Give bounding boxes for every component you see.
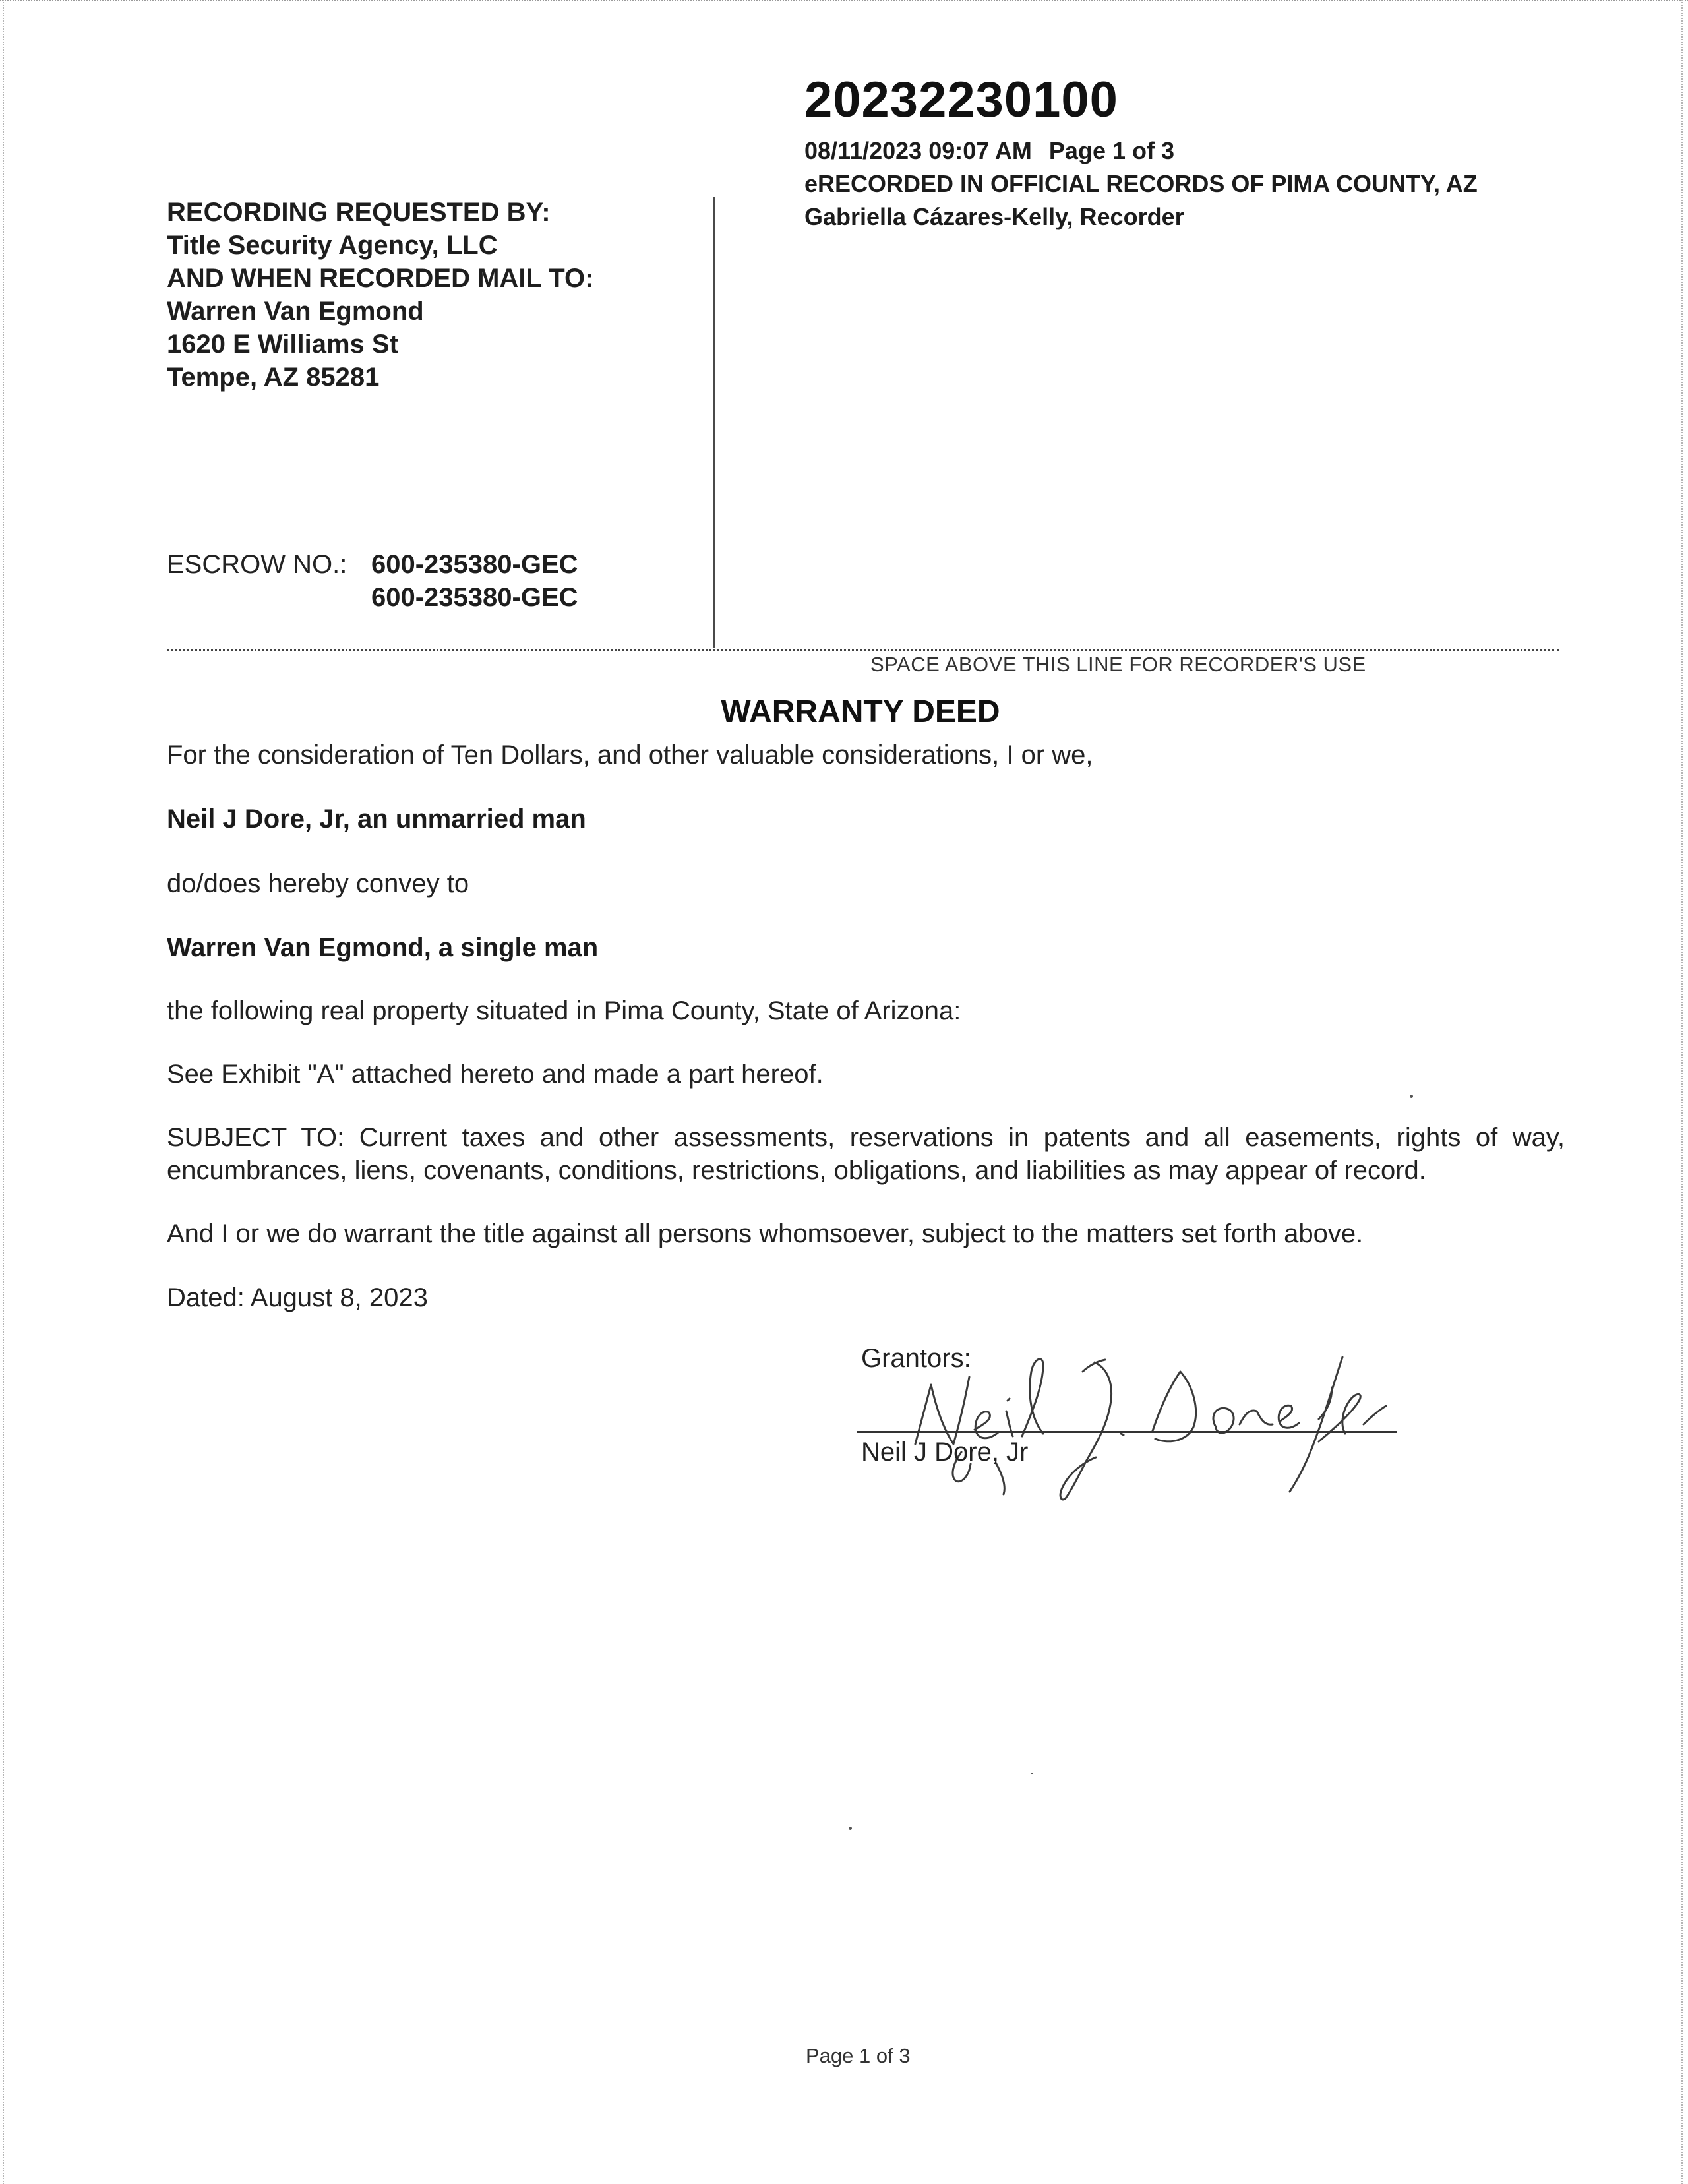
recorded-in-official-records: eRECORDED IN OFFICIAL RECORDS OF PIMA COUNTY, AZ <box>804 170 1478 197</box>
scan-edge-right <box>1681 0 1684 2184</box>
recorder-name: Gabriella Cázares-Kelly, Recorder <box>804 203 1184 230</box>
requested-by-label: RECORDING REQUESTED BY: <box>167 198 551 227</box>
mail-to-name: Warren Van Egmond <box>167 297 424 326</box>
signature-line <box>857 1431 1397 1433</box>
grantor-name: Neil J Dore, Jr, an unmarried man <box>167 804 586 834</box>
mail-to-street: 1620 E Williams St <box>167 330 398 359</box>
subject-to-line-1: SUBJECT TO: Current taxes and other assessments, reservations in patents and all easements, rights of way, <box>167 1123 1565 1152</box>
escrow-number-1: 600-235380-GEC <box>371 550 578 579</box>
recording-datetime-line <box>804 137 1174 165</box>
mail-to-city: Tempe, AZ 85281 <box>167 363 380 392</box>
warrant-paragraph: And I or we do warrant the title against all persons whomsoever, subject to the matters set forth above. <box>167 1219 1364 1248</box>
scan-speck <box>1031 1773 1033 1774</box>
recording-page-count: Page 1 of 3 <box>1048 137 1174 164</box>
header-vertical-divider <box>713 197 715 648</box>
page-footer: Page 1 of 3 <box>806 2044 911 2067</box>
escrow-label: ESCROW NO.: <box>167 550 347 579</box>
signer-name: Neil J Dore, Jr <box>861 1438 1029 1467</box>
deed-title: WARRANTY DEED <box>721 694 1000 729</box>
scan-speck <box>849 1827 852 1830</box>
grantors-label: Grantors: <box>861 1344 971 1373</box>
property-paragraph: the following real property situated in Pima County, State of Arizona: <box>167 996 961 1025</box>
subject-to-line-2: encumbrances, liens, covenants, conditions, restrictions, obligations, and liabilities as may appear of record. <box>167 1156 1426 1185</box>
consideration-paragraph: For the consideration of Ten Dollars, and other valuable considerations, I or we, <box>167 741 1093 770</box>
escrow-number-2: 600-235380-GEC <box>371 583 578 612</box>
subject-to-paragraph <box>167 1121 1565 1187</box>
recording-datetime: 08/11/2023 09:07 AM <box>804 137 1032 164</box>
grantee-name: Warren Van Egmond, a single man <box>167 933 599 962</box>
mail-to-label: AND WHEN RECORDED MAIL TO: <box>167 264 594 293</box>
dated-line: Dated: August 8, 2023 <box>167 1283 428 1312</box>
convey-paragraph: do/does hereby convey to <box>167 869 469 898</box>
scan-edge-left <box>3 0 5 2184</box>
space-above-note: SPACE ABOVE THIS LINE FOR RECORDER'S USE <box>870 653 1366 676</box>
recording-document-number: 20232230100 <box>804 72 1118 128</box>
recorder-space-line <box>167 649 1559 651</box>
scan-edge-top <box>0 0 1688 3</box>
handwritten-signature <box>897 1345 1424 1503</box>
requested-by-name: Title Security Agency, LLC <box>167 231 498 260</box>
scan-speck <box>1410 1095 1413 1098</box>
exhibit-paragraph: See Exhibit "A" attached hereto and made a part hereof. <box>167 1060 824 1089</box>
